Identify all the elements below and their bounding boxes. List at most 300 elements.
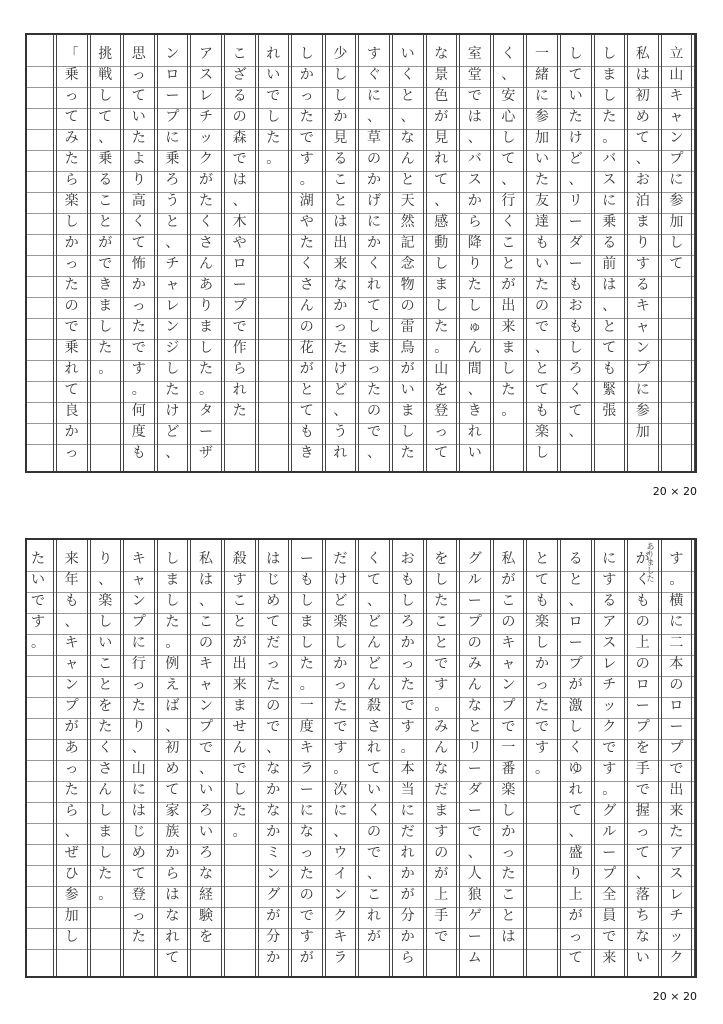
manuscript-cell: に [131,634,146,651]
manuscript-cell: と [568,571,583,588]
manuscript-cell: 。 [400,739,415,756]
manuscript-cell: も [299,571,314,588]
manuscript-cell: ス [669,865,684,882]
manuscript-cell [225,442,255,463]
manuscript-cell: っ [64,87,79,104]
manuscript-cell: プ [635,718,650,735]
manuscript-cell: っ [64,444,79,461]
manuscript-cell [23,316,53,337]
manuscript-cell: グ [602,802,617,819]
manuscript-column [426,35,456,479]
manuscript-cell: を [199,928,213,945]
manuscript-cell: に [165,129,180,146]
manuscript-cell: し [165,360,180,377]
manuscript-cell: し [98,613,113,630]
manuscript-cell: で [367,844,381,861]
manuscript-cell: 挑 [98,45,113,62]
manuscript-cell: り [131,171,146,188]
manuscript-cell: ャ [64,655,79,672]
manuscript-cell [661,442,691,463]
manuscript-cell: も [568,276,583,293]
grid-column-gutter [624,35,628,471]
manuscript-cell: し [602,87,617,104]
manuscript-cell: が [434,108,449,125]
manuscript-cell: で [501,718,516,735]
manuscript-cell: い [400,381,415,398]
manuscript-cell: れ [434,150,449,167]
manuscript-cell: こ [333,171,348,188]
manuscript-cell: 上 [635,634,650,651]
manuscript-cell [23,842,53,863]
manuscript-cell: っ [501,844,516,861]
manuscript-cell: 間 [467,360,482,377]
manuscript-cell: キ [299,739,314,756]
manuscript-cell: ン [501,676,516,693]
manuscript-cell: に [367,87,381,104]
manuscript-column [493,540,523,984]
manuscript-cell: と [501,255,516,272]
manuscript-cell: で [635,781,650,798]
grid-column-gutter [187,35,191,471]
manuscript-cell: せ [232,718,247,735]
manuscript-cell: た [299,655,314,672]
manuscript-cell: で [333,718,348,735]
manuscript-cell: っ [367,360,381,377]
manuscript-cell: か [367,234,381,251]
manuscript-cell [90,400,120,421]
manuscript-column [23,35,53,479]
manuscript-cell: し [535,634,549,651]
manuscript-cell: 度 [131,423,146,440]
manuscript-cell: ー [602,844,617,861]
manuscript-cell: ア [669,844,684,861]
manuscript-cell: り [98,550,113,567]
manuscript-cell: を [98,697,113,714]
manuscript-cell: い [535,255,549,272]
manuscript-cell: り [199,297,213,314]
manuscript-cell [258,232,288,253]
manuscript-cell: チ [602,676,617,693]
manuscript-column [561,540,591,984]
manuscript-cell: 参 [669,192,684,209]
manuscript-cell: 楽 [535,613,549,630]
manuscript-cell: 緒 [535,66,549,83]
manuscript-cell: に [635,381,650,398]
manuscript-cell: り [131,718,146,735]
manuscript-cell: の [367,402,381,419]
manuscript-cell: 参 [535,108,549,125]
manuscript-cell [23,295,53,316]
manuscript-cell: で [467,87,482,104]
manuscript-cell [23,169,53,190]
manuscript-cell: 「 [64,45,79,62]
manuscript-cell: 高 [131,192,146,209]
manuscript-cell: ャ [165,276,180,293]
manuscript-cell: 乗 [64,339,79,356]
manuscript-cell: ム [467,949,482,966]
manuscript-cell [23,716,53,737]
manuscript-cell: 握 [635,802,650,819]
manuscript-cell: 草 [367,129,381,146]
manuscript-cell [225,863,255,884]
manuscript-cell: す [333,739,348,756]
manuscript-cell: 。 [602,129,617,146]
manuscript-cell: が [232,634,247,651]
manuscript-cell: 番 [501,760,516,777]
manuscript-cell: し [98,318,113,335]
manuscript-cell: ん [98,781,113,798]
manuscript-cell: 乗 [98,150,113,167]
manuscript-cell: こ [232,592,247,609]
manuscript-column [191,540,221,984]
manuscript-cell: 行 [131,655,146,672]
manuscript-cell: プ [568,655,583,672]
manuscript-cell [225,905,255,926]
manuscript-cell: っ [131,66,146,83]
manuscript-cell: し [333,87,348,104]
manuscript-cell: 、 [131,739,146,756]
manuscript-cell: た [64,150,79,167]
manuscript-cell: ク [602,718,617,735]
manuscript-cell: の [266,697,281,714]
manuscript-cell [23,190,53,211]
manuscript-column [527,35,557,479]
manuscript-cell: れ [165,928,180,945]
manuscript-cell [258,442,288,463]
grid-column-gutter [53,35,57,471]
manuscript-cell: ひ [64,865,79,882]
manuscript-cell: 乗 [165,150,180,167]
manuscript-cell: で [669,760,684,777]
manuscript-cell: で [131,339,146,356]
manuscript-cell: け [333,571,348,588]
manuscript-cell: さ [367,718,381,735]
manuscript-cell: 加 [64,907,79,924]
manuscript-cell: ら [165,865,180,882]
manuscript-cell: て [568,949,583,966]
manuscript-cell: す [299,150,314,167]
manuscript-cell: 怖 [131,255,146,272]
manuscript-cell: 。 [232,823,247,840]
manuscript-cell: し [98,844,113,861]
manuscript-cell: ら [467,213,482,230]
manuscript-cell: 来 [669,802,684,819]
manuscript-cell: な [333,276,348,293]
manuscript-cell: く [635,571,650,588]
manuscript-cell: る [568,550,583,567]
manuscript-cell: バ [467,150,482,167]
manuscript-cell: て [568,802,583,819]
manuscript-cell: ろ [165,171,180,188]
manuscript-cell: 山 [434,360,449,377]
manuscript-cell: 盛 [568,844,583,861]
manuscript-cell: リ [467,739,482,756]
manuscript-cell: こ [501,234,516,251]
manuscript-cell: た [266,129,281,146]
manuscript-column [460,35,490,479]
manuscript-cell: 私 [501,550,516,567]
manuscript-cell [23,674,53,695]
manuscript-cell: し [98,802,113,819]
manuscript-cell: ル [602,823,617,840]
manuscript-cell: の [467,634,482,651]
manuscript-cell: け [568,129,583,146]
manuscript-column [292,35,322,479]
manuscript-column [225,35,255,479]
manuscript-cell: る [635,276,650,293]
manuscript-cell: り [568,865,583,882]
manuscript-cell: よ [131,150,146,167]
manuscript-cell: 例 [165,655,180,672]
manuscript-cell: ど [367,613,381,630]
manuscript-cell: 私 [199,550,213,567]
manuscript-cell: た [199,360,213,377]
manuscript-cell: く [367,255,381,272]
manuscript-cell: た [501,865,516,882]
manuscript-grid-1 [25,33,697,473]
manuscript-cell: 。 [669,571,684,588]
manuscript-cell: っ [434,423,449,440]
manuscript-cell: か [333,655,348,672]
manuscript-cell: ロ [165,66,180,83]
manuscript-cell: 人 [467,865,482,882]
manuscript-cell: が [367,928,381,945]
manuscript-cell: 、 [467,129,482,146]
manuscript-cell: す [299,928,314,945]
manuscript-cell: す [131,360,146,377]
manuscript-cell: 良 [64,402,79,419]
manuscript-cell: て [367,760,381,777]
manuscript-cell: す [400,718,415,735]
manuscript-column [124,35,154,479]
manuscript-cell: 殺 [367,697,381,714]
manuscript-cell: す [434,676,449,693]
manuscript-cell [258,421,288,442]
manuscript-cell: 。 [333,760,348,777]
manuscript-cell: 雷 [400,318,415,335]
manuscript-cell: ン [131,592,146,609]
manuscript-cell: は [333,213,348,230]
manuscript-cell: か [467,192,482,209]
manuscript-cell: ダ [568,234,583,251]
manuscript-cell: ー [165,87,180,104]
manuscript-cell: 出 [669,781,684,798]
manuscript-cell: く [367,802,381,819]
manuscript-cell: っ [299,87,314,104]
manuscript-cell: ラ [299,760,314,777]
manuscript-cell: ク [669,949,684,966]
manuscript-cell [90,379,120,400]
manuscript-cell: う [165,192,180,209]
manuscript-cell: が [400,886,415,903]
manuscript-cell [225,884,255,905]
manuscript-cell: に [299,802,314,819]
manuscript-cell: し [669,234,684,251]
manuscript-cell [258,190,288,211]
manuscript-cell: 、 [367,444,381,461]
manuscript-cell: 、 [232,192,247,209]
manuscript-cell: ー [299,781,314,798]
manuscript-cell: も [131,444,146,461]
manuscript-cell [23,43,53,64]
manuscript-cell: 、 [434,192,449,209]
manuscript-cell: っ [64,255,79,272]
manuscript-cell: か [400,634,415,651]
manuscript-cell: か [333,297,348,314]
manuscript-cell: は [232,171,247,188]
manuscript-cell: ザ [199,444,213,461]
manuscript-cell: 、 [568,171,583,188]
manuscript-cell: ー [467,802,482,819]
manuscript-cell: 参 [635,402,650,419]
manuscript-cell: た [98,718,113,735]
manuscript-cell: プ [501,697,516,714]
manuscript-cell: な [299,823,314,840]
manuscript-cell: く [299,255,314,272]
manuscript-cell: し [400,592,415,609]
manuscript-cell: の [64,297,79,314]
manuscript-column [661,540,691,984]
grid-column-gutter [322,35,326,471]
manuscript-column [393,35,423,479]
manuscript-cell: 、 [98,571,113,588]
manuscript-cell: な [467,697,482,714]
manuscript-cell: に [131,781,146,798]
manuscript-cell: キ [635,297,650,314]
manuscript-cell: 見 [434,129,449,146]
manuscript-cell [527,842,557,863]
grid-count-label-2: 20 × 20 [652,990,697,1003]
manuscript-cell [661,295,691,316]
manuscript-cell: ん [434,739,449,756]
grid-column-gutter [87,35,91,471]
manuscript-cell: で [602,739,617,756]
manuscript-column [460,540,490,984]
manuscript-cell [661,421,691,442]
manuscript-cell [493,421,523,442]
manuscript-cell [124,947,154,968]
manuscript-cell: レ [669,886,684,903]
manuscript-cell [527,863,557,884]
manuscript-cell: た [64,781,79,798]
manuscript-cell: た [165,381,180,398]
manuscript-cell: が [568,907,583,924]
manuscript-cell [90,421,120,442]
manuscript-cell: キ [333,928,348,945]
sheet-1 [25,33,697,498]
manuscript-cell: し [299,45,314,62]
grid-column-gutter [423,35,427,471]
manuscript-cell: と [98,676,113,693]
manuscript-cell: す [31,613,45,630]
manuscript-cell: 分 [400,907,415,924]
manuscript-cell: が [568,676,583,693]
manuscript-cell: か [501,823,516,840]
manuscript-cell: が [299,360,314,377]
manuscript-column [527,540,557,984]
manuscript-cell: プ [199,718,213,735]
manuscript-cell [527,821,557,842]
manuscript-cell: ー [467,928,482,945]
manuscript-cell: ま [602,66,617,83]
manuscript-cell: 作 [232,339,247,356]
manuscript-cell: て [266,613,281,630]
manuscript-cell: 楽 [98,592,113,609]
manuscript-cell: ア [199,45,213,62]
grid-column-gutter [591,540,595,976]
manuscript-cell: と [165,213,180,230]
manuscript-cell: ま [367,339,381,356]
manuscript-cell [527,884,557,905]
manuscript-column [57,35,87,479]
manuscript-cell [90,442,120,463]
manuscript-cell: な [165,907,180,924]
manuscript-cell: 登 [434,402,449,419]
manuscript-cell: い [199,781,213,798]
manuscript-cell [23,926,53,947]
manuscript-cell: キ [501,634,516,651]
manuscript-cell: で [602,928,617,945]
manuscript-cell: が [64,718,79,735]
manuscript-cell: 一 [501,739,516,756]
manuscript-cell: す [367,45,381,62]
manuscript-cell: お [400,550,415,567]
manuscript-cell: て [434,171,449,188]
manuscript-cell: で [232,150,247,167]
manuscript-cell: に [333,802,348,819]
manuscript-cell: ウ [333,844,348,861]
manuscript-cell: す [669,550,684,567]
manuscript-cell: 戦 [98,66,113,83]
manuscript-cell: で [299,907,314,924]
manuscript-cell: こ [501,592,516,609]
manuscript-cell: 出 [232,655,247,672]
manuscript-cell: の [367,150,381,167]
manuscript-cell: も [400,571,415,588]
manuscript-cell: 立 [669,45,684,62]
manuscript-cell: 楽 [501,781,516,798]
manuscript-cell: か [400,865,415,882]
manuscript-cell: も [535,234,549,251]
grid-column-gutter [557,540,561,976]
manuscript-cell: っ [333,676,348,693]
manuscript-cell: 感 [434,213,449,230]
manuscript-cell: た [400,444,415,461]
sheet-2 [25,538,697,1008]
manuscript-cell: あ [199,276,213,293]
manuscript-cell: っ [64,760,79,777]
manuscript-cell: チ [165,255,180,272]
manuscript-cell: っ [535,676,549,693]
manuscript-cell: を [434,381,449,398]
manuscript-cell [628,442,658,463]
manuscript-cell: 狼 [467,886,482,903]
manuscript-cell: 家 [165,802,180,819]
manuscript-cell: れ [367,739,381,756]
manuscript-cell: い [535,150,549,167]
manuscript-cell [258,400,288,421]
manuscript-cell: ス [602,634,617,651]
manuscript-cell: と [602,318,617,335]
manuscript-cell [258,253,288,274]
manuscript-cell: ラ [333,949,348,966]
manuscript-cell: ら [232,360,247,377]
manuscript-cell: し [434,297,449,314]
manuscript-cell: 、 [98,129,113,146]
manuscript-cell: は [602,276,617,293]
manuscript-column [628,540,658,984]
manuscript-cell: ん [367,676,381,693]
